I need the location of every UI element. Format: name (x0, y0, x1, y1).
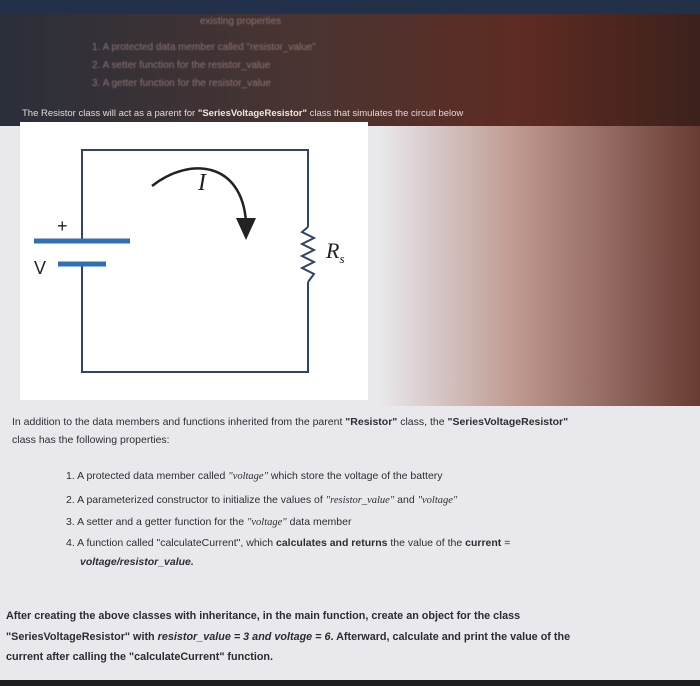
list-item (66, 494, 457, 506)
list-item (66, 470, 443, 482)
para1-parent-class: "Resistor" (345, 416, 398, 428)
paragraph-line-1 (12, 416, 568, 428)
item-number: 3. (66, 516, 75, 528)
footer-line-2-values: resistor_value = 3 and voltage = 6 (157, 631, 331, 643)
current-label: I (198, 170, 206, 196)
circuit-wire-bottom (82, 264, 308, 372)
item-italic: "voltage" (246, 517, 287, 528)
item-number: 1. (66, 470, 75, 482)
blurred-list-item: 2. A setter function for the resistor_value (92, 60, 271, 71)
item-text: A parameterized constructor to initialize the values of (74, 494, 326, 506)
footer-line-2-c: . Afterward, calculate and print the value of the (330, 631, 571, 643)
para1-child-class: "SeriesVoltageResistor" (447, 416, 569, 428)
formula-text: voltage/resistor_value. (80, 556, 194, 568)
footer-line-3: current after calling the "calculateCurrent" function. (6, 651, 274, 663)
item-text: which store the voltage of the battery (268, 470, 443, 482)
intro-prefix: The Resistor class will act as a parent for (22, 108, 198, 119)
plus-label: + (57, 216, 68, 236)
item-text: = (501, 537, 511, 549)
item-bold: current (465, 537, 502, 549)
item-number: 2. (66, 494, 75, 506)
para1-mid: class, the (397, 416, 448, 428)
item-text: A function called "calculateCurrent", which (74, 537, 276, 549)
resistor-label-main: R (326, 238, 340, 263)
bottom-edge (0, 680, 700, 686)
resistor-label (325, 238, 345, 266)
list-item (66, 516, 351, 528)
item-text: A protected data member called (74, 470, 229, 482)
item-italic: "voltage" (228, 471, 269, 482)
item-text: and (394, 494, 418, 506)
intro-class-name: "SeriesVoltageResistor" (197, 108, 307, 119)
item-text: the value of the (387, 537, 466, 549)
item-number: 4. (66, 537, 75, 549)
footer-line-2-a: "SeriesVoltageResistor" with (6, 631, 158, 643)
para1-prefix: In addition to the data members and functions inherited from the parent (12, 416, 346, 428)
top-bar (0, 0, 700, 14)
item-italic: "voltage" (417, 495, 458, 506)
current-arrowhead (236, 218, 256, 240)
blurred-text-line: existing properties (200, 16, 282, 27)
intro-suffix: class that simulates the circuit below (306, 108, 464, 119)
intro-sentence (22, 108, 463, 119)
blurred-list-item: 3. A getter function for the resistor_value (92, 78, 271, 89)
item-italic: "resistor_value" (325, 495, 395, 506)
list-item (66, 537, 510, 549)
circuit-wire-top (82, 150, 308, 240)
footer-line-1: After creating the above classes with inheritance, in the main function, create an object for the class (6, 610, 521, 622)
background-shading (380, 126, 700, 406)
resistor-zigzag (302, 227, 314, 282)
item-text: A setter and a getter function for the (74, 516, 247, 528)
circuit-diagram (20, 122, 368, 400)
footer-line-2 (6, 631, 570, 643)
item-bold: calculates and returns (276, 537, 388, 549)
circuit-svg (20, 122, 368, 400)
paragraph-line-2: class has the following properties: (12, 434, 170, 446)
blurred-list-item: 1. A protected data member called "resistor_value" (92, 42, 316, 53)
resistor-label-subscript: s (339, 251, 345, 266)
item-text: data member (286, 516, 352, 528)
voltage-label: V (34, 258, 47, 278)
